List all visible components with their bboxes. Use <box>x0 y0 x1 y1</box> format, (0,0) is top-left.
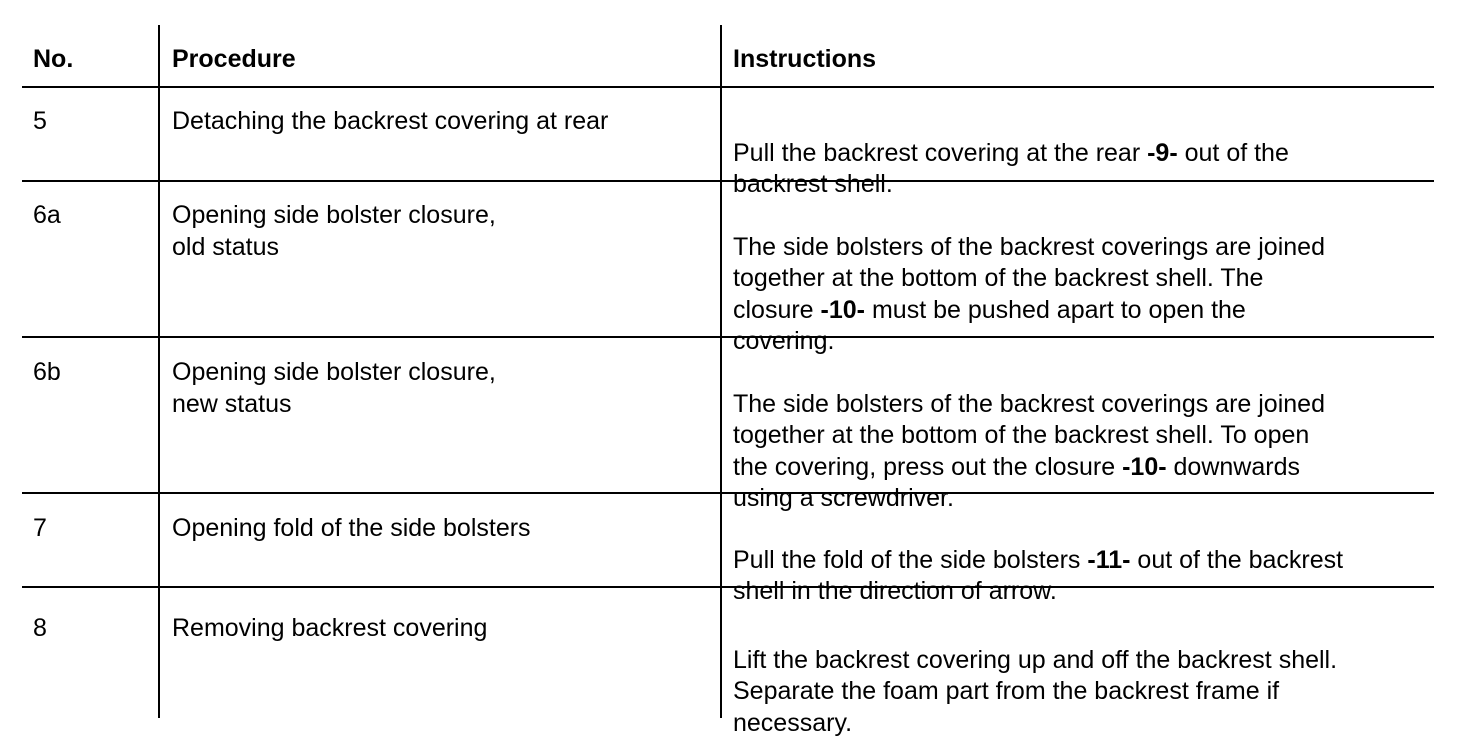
callout-number: -11- <box>1087 545 1131 574</box>
row-instructions <box>733 613 1337 739</box>
row-number: 6a <box>33 201 61 229</box>
row-instructions <box>733 513 1343 608</box>
row-procedure: Opening side bolster closure, new status <box>172 358 496 418</box>
instruction-text: out of the backrest shell. <box>733 138 1289 198</box>
column-divider-2 <box>720 25 722 718</box>
instruction-text: The side bolsters of the backrest coverings are joined together at the bottom of the backrest shell. To open the covering, press out the closure <box>733 389 1325 481</box>
row-number: 8 <box>33 614 47 642</box>
instruction-text: Pull the backrest covering at the rear <box>733 138 1148 167</box>
header-no: No. <box>33 45 74 73</box>
instruction-text: Pull the fold of the side bolsters <box>733 545 1088 574</box>
column-divider-1 <box>158 25 160 718</box>
row-number: 7 <box>33 514 47 542</box>
row-number: 5 <box>33 107 47 135</box>
row-instructions <box>733 357 1325 515</box>
instruction-text: The side bolsters of the backrest coverings are joined together at the bottom of the backrest shell. The closure <box>733 232 1325 324</box>
row-procedure: Detaching the backrest covering at rear <box>172 107 609 135</box>
row-number: 6b <box>33 358 61 386</box>
header-instructions: Instructions <box>733 45 877 73</box>
callout-number: -10- <box>1122 452 1167 481</box>
instruction-text: Lift the backrest covering up and off the backrest shell. Separate the foam part from the backrest frame if necessary. <box>733 645 1338 737</box>
instruction-text: out of the backrest shell in the direction of arrow. <box>733 545 1344 605</box>
row-procedure: Opening fold of the side bolsters <box>172 514 531 542</box>
row-procedure: Opening side bolster closure, old status <box>172 201 496 261</box>
row-procedure: Removing backrest covering <box>172 614 488 642</box>
row-instructions <box>733 106 1289 201</box>
header-procedure: Procedure <box>172 45 296 73</box>
instruction-text: downwards using a screwdriver. <box>733 452 1300 512</box>
callout-number: -9- <box>1147 138 1178 167</box>
header-divider <box>22 86 1434 88</box>
callout-number: -10- <box>820 295 866 324</box>
row-instructions <box>733 200 1325 358</box>
instruction-text: must be pushed apart to open the covering. <box>733 295 1246 355</box>
